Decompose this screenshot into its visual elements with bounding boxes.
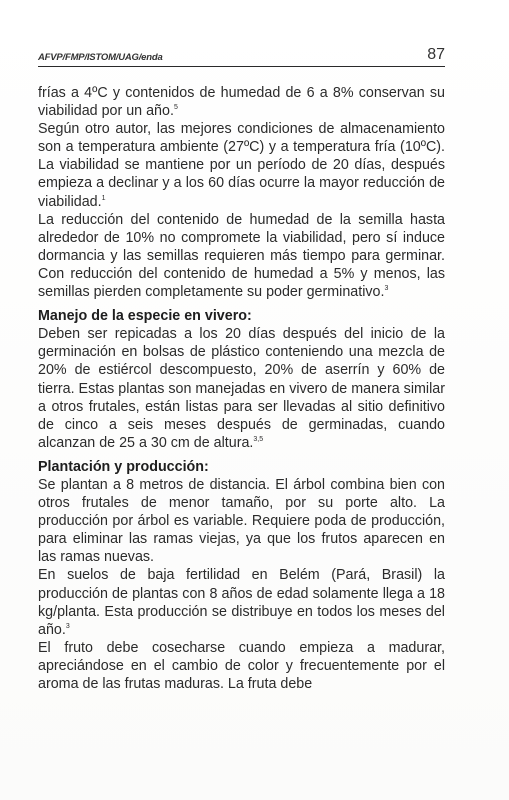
paragraph: La reducción del contenido de humedad de la semilla hasta alrededor de 10% no compromete la viabilidad, pero sí induce dormancia y las semillas requieren más tiempo para germinar. Con reducción del contenido de humedad a 5% y menos, las semillas pierden completamente su poder germinativo.$^3$	[38, 211, 445, 301]
reference-superscript: 3	[65, 622, 70, 630]
section-heading-plantacion: Plantación y producción:	[38, 458, 209, 475]
paragraph: frías a 4ºC y contenidos de humedad de 6 a 8% conservan su viabilidad por un año.$^5$	[38, 85, 445, 120]
reference-superscript: 3,5	[253, 436, 264, 444]
paragraph: El fruto debe cosecharse cuando empieza a madurar, apreciándose en el cambio de color y frecuentemente por el aroma de las frutas maduras. La fruta debe	[38, 639, 445, 692]
reference-superscript: 5	[173, 104, 178, 112]
paragraph: Deben ser repicadas a los 20 días después del inicio de la germinación en bolsas de plástico conteniendo una mezcla de 20% de estiércol descompuesto, 20% de aserrín y 60% de tierra. Estas plantas son manejadas en vivero de manera similar a otros frutales, están listas para ser llevadas al sitio definitivo de cinco a seis meses después de germinadas, cuando alcanzan de 25 a 30 cm de altura.$^{3,5}$	[38, 326, 445, 451]
section-heading-vivero: Manejo de la especie en vivero:	[38, 308, 252, 325]
page-number: 87	[427, 46, 445, 63]
paragraph: Según otro autor, las mejores condiciones de almacenamiento son a temperatura ambiente (27ºC) y a temperatura fría (10ºC). La viabilidad se mantiene por un período de 20 días, después empieza a declinar y a los 60 días ocurre la mayor reducción de viabilidad.$^1$	[38, 121, 445, 210]
running-head: AFVP/FMP/ISTOM/UAG/enda	[38, 52, 163, 63]
paragraph: En suelos de baja fertilidad en Belém (Pará, Brasil) la producción de plantas con 8 años de edad solamente llega a 18 kg/planta. Esta producción se distribuye en todos los meses del año.$^3$	[38, 567, 445, 638]
reference-superscript: 1	[101, 194, 106, 202]
reference-superscript: 3	[384, 285, 389, 293]
paragraph: Se plantan a 8 metros de distancia. El árbol combina bien con otros frutales de menor tamaño, por su porte alto. La producción por árbol es variable. Requiere poda de producción, para eliminar las ramas viejas, ya que los frutos aparecen en las ramas nuevas.	[38, 476, 445, 566]
page-header	[38, 40, 445, 67]
body-text	[38, 84, 445, 693]
